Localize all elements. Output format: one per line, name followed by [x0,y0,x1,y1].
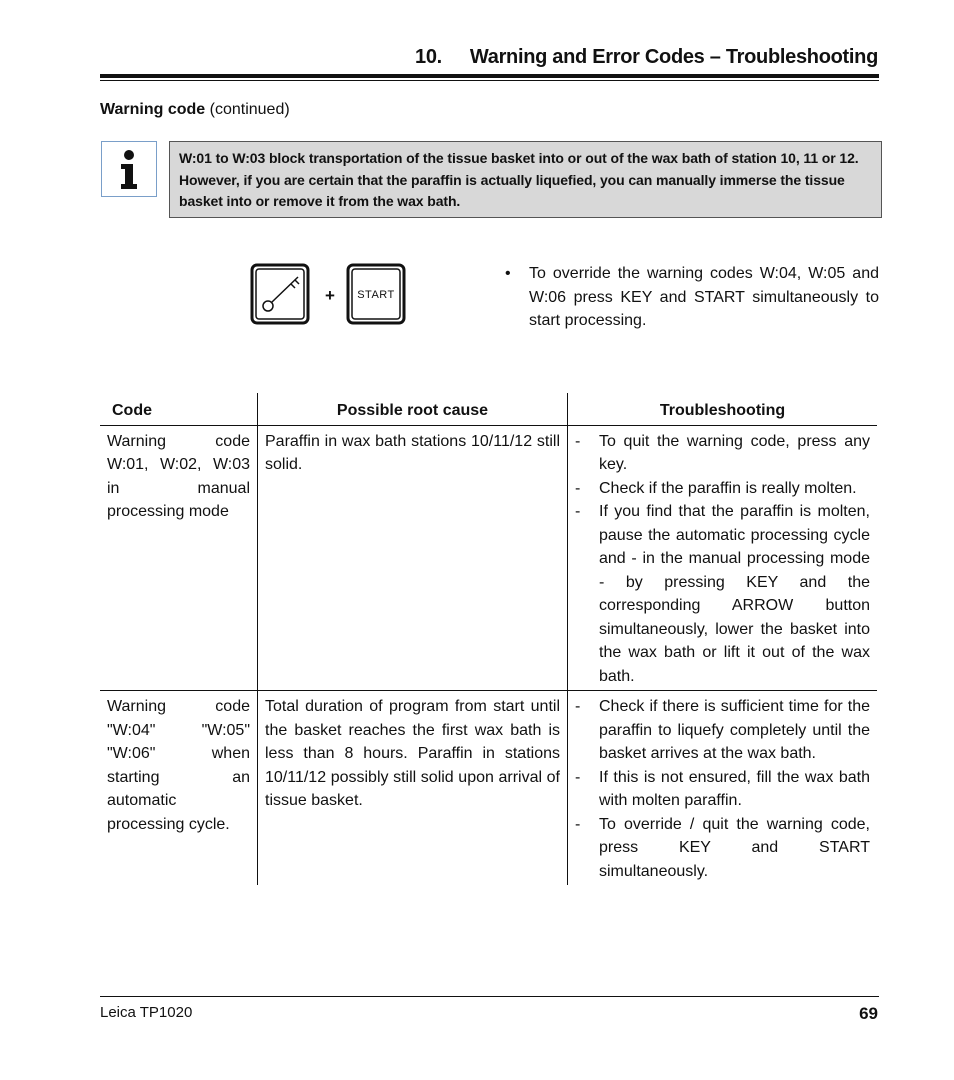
page-number: 69 [859,1004,878,1023]
footer-product: Leica TP1020 [100,1004,193,1021]
code-cell: Warning code "W:04" "W:05" "W:06" when starting an automatic processing cycle. [107,698,250,833]
info-note: W:01 to W:03 block transportation of the tissue basket into or out of the wax bath of station 10, 11 or 12. However, if you are certain that the paraffin is actually liquefied, you can manually immerse the tissue basket into or remove it from the wax bath. [169,141,882,218]
page-header-title [100,46,878,69]
section-heading-bold: Warning code [100,101,206,118]
warning-code-table [100,393,877,885]
header-rule-thin [100,80,879,81]
key-combination [250,262,410,328]
table-row [100,425,877,691]
code-cell: Warning code W:01, W:02, W:03 in manual processing mode [100,425,258,691]
chapter-number: 10. [415,46,442,68]
header-code: Code [100,393,258,425]
troubleshooting-step: - Check if the paraffin is really molten. [575,477,870,501]
info-icon [101,141,157,197]
header-root-cause: Possible root cause [258,393,568,425]
troubleshooting-step: - To quit the warning code, press any key. [575,430,870,477]
table-header-row [100,393,877,425]
section-heading-rest: (continued) [205,101,290,118]
troubleshooting-cell [568,691,878,886]
troubleshooting-cell [568,425,878,691]
header-rule [100,74,879,78]
cause-cell: Paraffin in wax bath stations 10/11/12 still solid. [258,425,568,691]
troubleshooting-step: - Check if there is sufficient time for the paraffin to liquefy completely until the basket arrives at the wax bath. [575,695,870,766]
key-icon [252,265,308,323]
bullet-text: To override the warning codes W:04, W:05 and W:06 press KEY and START simultaneously to start processing. [529,265,879,329]
cause-cell: Total duration of program from start until the basket reaches the first wax bath is less than 8 hours. Paraffin in stations 10/11/12 possibly still solid upon arrival of tissue basket. [258,691,568,886]
footer-rule [100,996,879,997]
troubleshooting-step: - If you find that the paraffin is molten, pause the automatic processing cycle and - in the manual processing mode - by pressing KEY and the corresponding ARROW button simultaneously, lower the basket into the wax bath or lift it out of the wax bath. [575,500,870,688]
table-row [100,691,877,886]
troubleshooting-step: - To override / quit the warning code, press KEY and START simultaneously. [575,813,870,884]
chapter-title: Warning and Error Codes – Troubleshooting [469,46,878,68]
troubleshooting-step: - If this is not ensured, fill the wax bath with molten paraffin. [575,766,870,813]
section-heading [100,101,290,119]
header-troubleshooting: Troubleshooting [568,393,878,425]
bullet-mark: • [505,265,511,282]
start-key-icon [348,265,404,323]
start-key-label: START [357,289,395,301]
plus-sign: + [325,286,335,305]
